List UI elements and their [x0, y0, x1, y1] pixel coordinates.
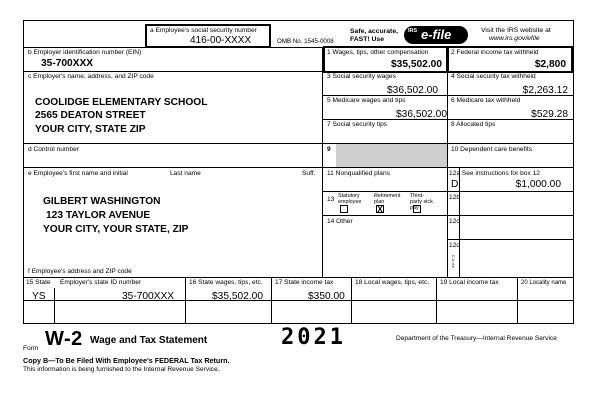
box3-label: 3 Social security wages — [327, 73, 396, 80]
box12a-code: D — [451, 179, 459, 190]
ssn-value: 416-00-XXXX — [190, 35, 252, 46]
box15-id-label: Employer's state ID number — [60, 279, 142, 286]
line-h-d — [24, 143, 573, 144]
line-v-20 — [54, 288, 55, 323]
irs-efile-logo — [404, 26, 468, 44]
thirdparty-checkbox[interactable] — [413, 205, 421, 213]
box19-label: 19 Local income tax — [440, 279, 499, 286]
state-id-value: 35-700XXX — [122, 291, 175, 302]
visit-line2: www.irs.gov/efile — [489, 35, 540, 42]
retirement-checkbox[interactable]: X — [377, 205, 383, 214]
box9-label: 9 — [327, 146, 331, 153]
employee-last-label: Last name — [170, 170, 201, 177]
box12b-label: 12b — [449, 194, 461, 201]
box4-value: $2,263.12 — [522, 85, 568, 96]
employer-street: 2565 DEATON STREET — [35, 110, 146, 121]
form-number: W-2 — [45, 328, 83, 350]
employee-city: YOUR CITY, YOUR STATE, ZIP — [43, 224, 189, 235]
line-h-12c — [447, 215, 573, 216]
form-word: Form — [23, 345, 39, 352]
visit-line1: Visit the IRS website at — [481, 27, 551, 34]
line-v-right — [447, 47, 448, 277]
box9-shade — [336, 144, 447, 167]
line-h-12b — [447, 191, 573, 192]
box10-label: 10 Dependent care benefits — [451, 146, 533, 153]
box6-label: 6 Medicare tax withheld — [451, 97, 521, 104]
box13-retirement: Retirement plan — [374, 193, 401, 205]
box17-value: $350.00 — [308, 291, 345, 302]
department: Department of the Treasury—Internal Revenue Service — [396, 335, 557, 342]
safe-line1: Safe, accurate, — [350, 28, 398, 35]
employee-suff-label: Suff. — [302, 170, 316, 177]
line-h-14 — [322, 215, 447, 216]
line-h-state-mid — [24, 300, 573, 301]
code-side-text: C o d e — [451, 255, 456, 268]
line-h-13 — [322, 191, 447, 192]
ein-value: 35-700XXX — [41, 58, 94, 69]
box13-thirdparty: Third-party sick pay — [410, 193, 433, 211]
box14-label: 14 Other — [327, 218, 353, 225]
box12a-value: $1,000.00 — [515, 179, 561, 190]
copy-line: Copy B—To Be Filed With Employee's FEDERAL Tax Return. — [23, 356, 230, 365]
statutory-checkbox[interactable] — [340, 205, 348, 213]
box20-label: 20 Locality name — [521, 280, 567, 286]
line-v-main — [322, 47, 323, 277]
box11-label: 11 Nonqualified plans — [327, 170, 390, 177]
efile-irs: IRS — [408, 28, 418, 34]
form-title: Wage and Tax Statement — [90, 335, 208, 346]
box12a-label: 12a See instructions for box 12 — [449, 170, 540, 177]
box2-label: 2 Federal income tax withheld — [451, 49, 539, 56]
employee-name: GILBERT WASHINGTON — [43, 196, 161, 207]
safe-line2: FAST! Use — [350, 36, 384, 43]
box16-label: 16 State wages, tips, etc. — [189, 279, 263, 286]
box16-value: $35,502.00 — [212, 291, 263, 302]
line-h-12d — [447, 239, 573, 240]
box18-label: 18 Local wages, tips, etc. — [355, 279, 430, 286]
efile-text: e-file — [421, 27, 452, 42]
box1-label: 1 Wages, tips, other compensation — [327, 49, 429, 56]
employer-name: COOLIDGE ELEMENTARY SCHOOL — [35, 97, 208, 108]
info-line: This information is being furnished to the Internal Revenue Service. — [23, 366, 220, 373]
line-h-f — [24, 277, 573, 278]
ssn-label: a Employee's social security number — [150, 27, 257, 34]
tax-year: 2021 — [281, 325, 346, 350]
box13-label: 13 — [327, 196, 335, 203]
ein-label: b Employer identification number (EIN) — [28, 49, 142, 56]
box6-value: $529.28 — [531, 109, 568, 120]
box5-value: $36,502.00 — [396, 109, 447, 120]
box4-label: 4 Social security tax withheld — [451, 73, 536, 80]
w2-form — [23, 20, 574, 324]
box15-label: 15 State — [26, 279, 51, 286]
omb-number: OMB No. 1545-0008 — [277, 38, 334, 45]
box1-value: $35,502.00 — [391, 59, 442, 70]
employee-street: 123 TAYLOR AVENUE — [46, 210, 151, 221]
box12c-label: 12c — [449, 218, 460, 225]
employee-address-label: f Employee's address and ZIP code — [28, 268, 132, 275]
box5-label: 5 Medicare wages and tips — [327, 97, 406, 104]
state-value: YS — [32, 291, 46, 302]
employer-label: c Employer's name, address, and ZIP code — [28, 73, 154, 80]
employer-city: YOUR CITY, STATE ZIP — [35, 124, 146, 135]
line-h-e — [24, 167, 573, 168]
box13-statutory: Statutory employee — [338, 193, 362, 205]
box17-label: 17 State income tax — [275, 279, 334, 286]
box3-value: $36,502.00 — [387, 85, 438, 96]
control-label: d Control number — [28, 146, 79, 153]
box12d-label: 12d — [449, 242, 461, 249]
employee-name-label: e Employee's first name and initial — [28, 170, 128, 177]
box2-value: $2,800 — [534, 59, 566, 70]
box8-label: 8 Allocated tips — [451, 121, 496, 128]
box7-label: 7 Social security tips — [327, 121, 388, 128]
